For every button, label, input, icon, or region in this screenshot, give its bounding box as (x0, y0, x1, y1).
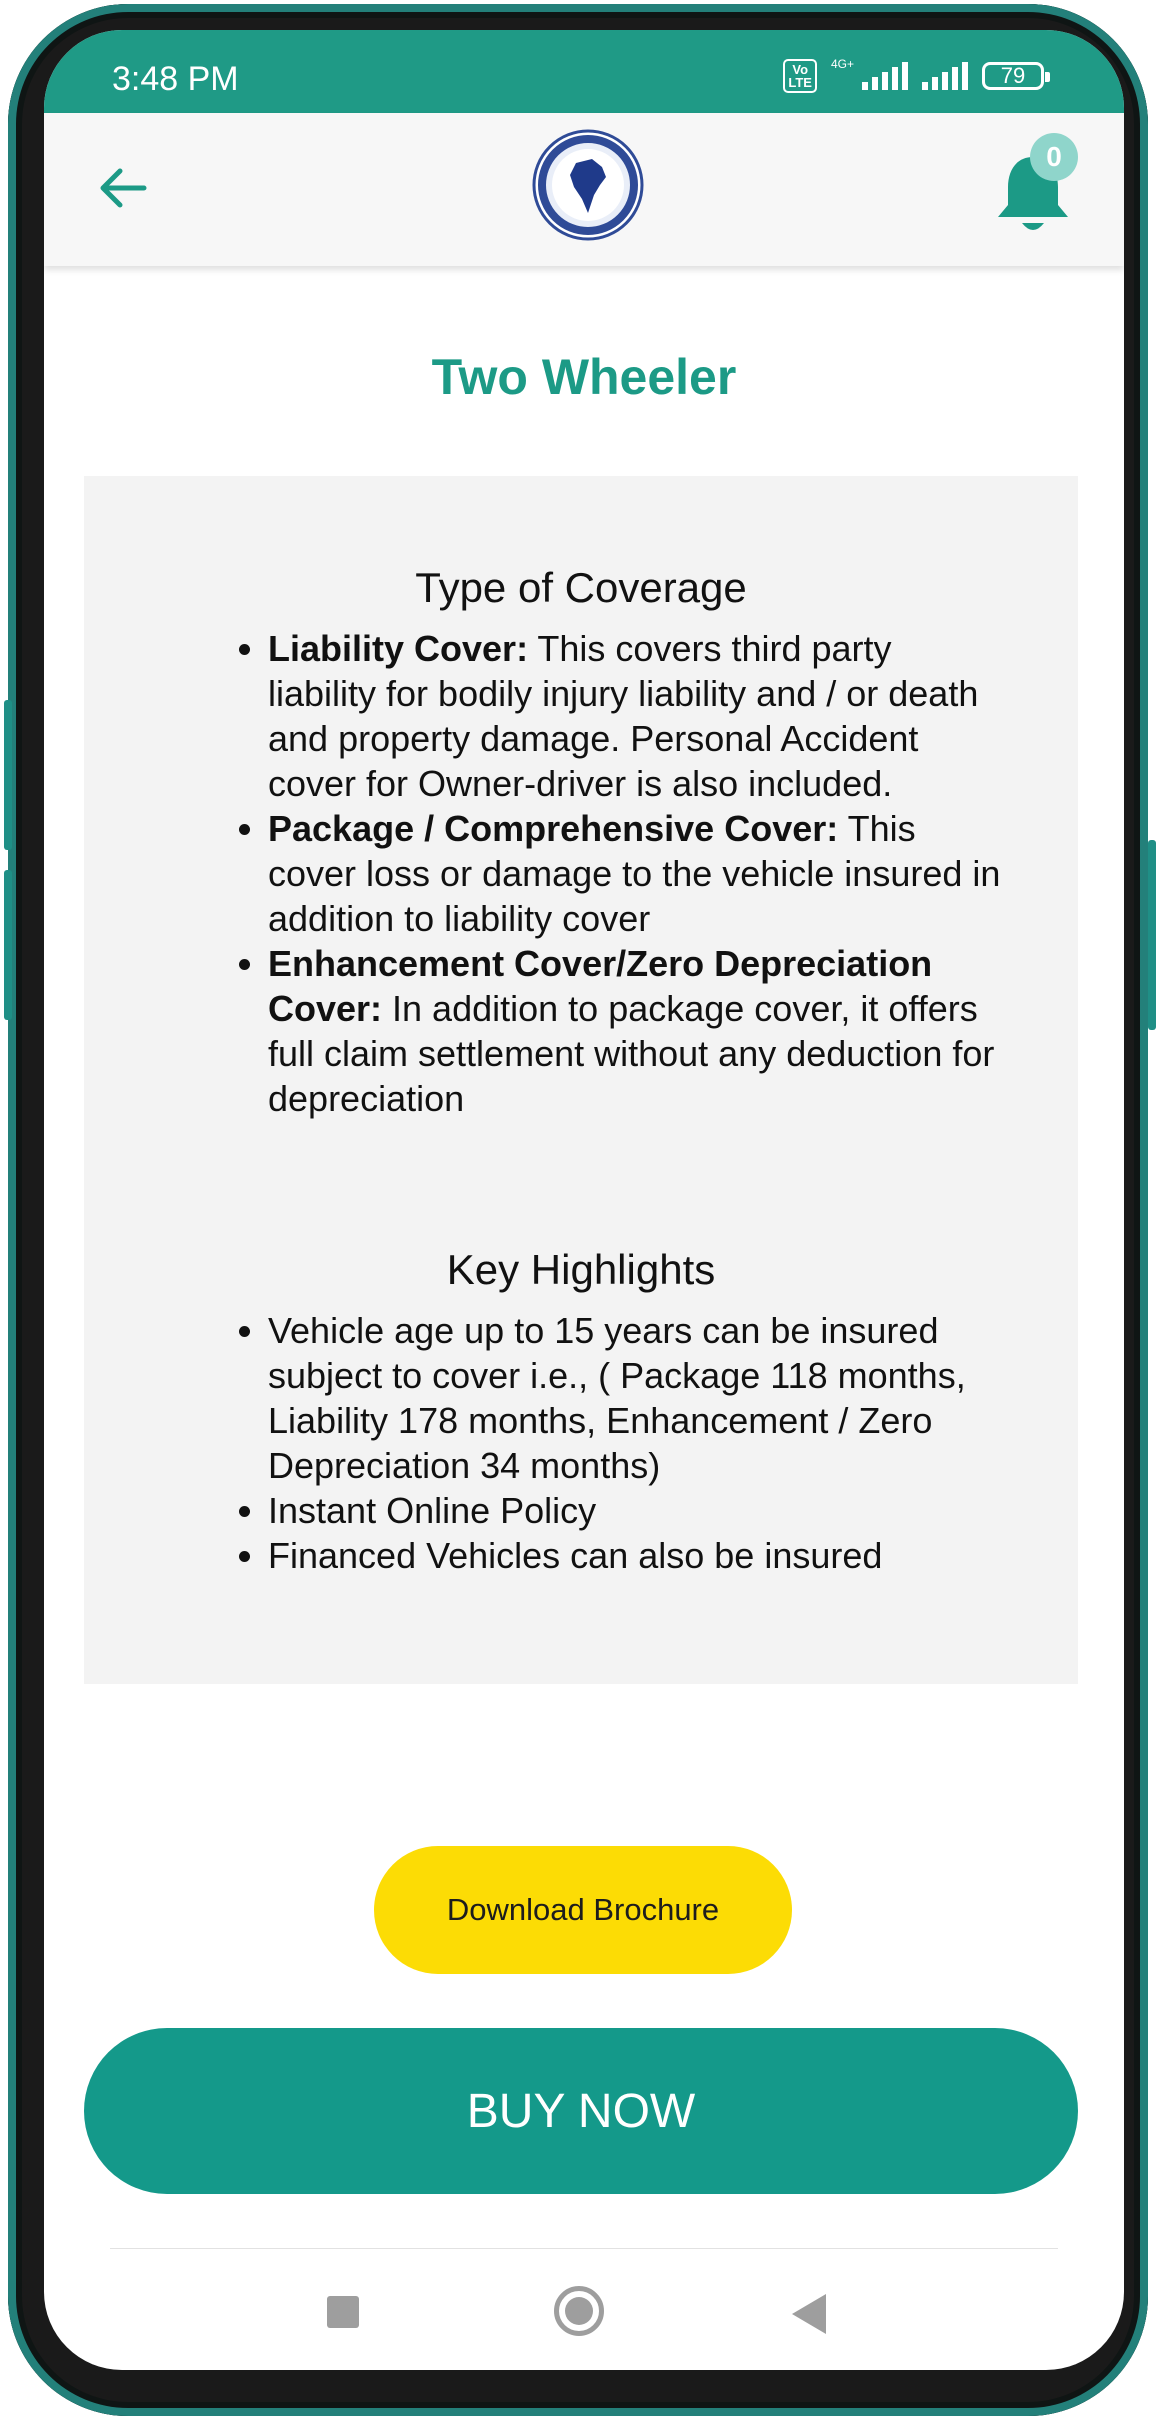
coverage-item-liability (268, 626, 1008, 806)
status-icons (783, 56, 1044, 96)
battery-icon (982, 62, 1044, 90)
download-brochure-button[interactable]: Download Brochure (374, 1846, 792, 1974)
page-title: Two Wheeler (431, 349, 737, 405)
signal-icon (862, 62, 908, 90)
coverage-text: This cover loss or damage to the vehicle insured in addition to liability cover (268, 808, 1001, 939)
coverage-text: In addition to package cover, it offers full claim settlement without any deduction for depreciation (268, 988, 995, 1119)
coverage-item-enhancement (268, 941, 1008, 1121)
highlight-item: • Instant Online Policy (268, 1488, 1008, 1533)
highlights-heading: Key Highlights (446, 1246, 716, 1293)
circle-icon[interactable] (554, 2286, 604, 2336)
network-type-label: 4G+ (830, 57, 854, 71)
highlights-list (204, 1308, 1008, 1578)
highlight-item: • Financed Vehicles can also be insured (268, 1533, 1008, 1578)
nav-divider (110, 2248, 1058, 2249)
company-logo (532, 129, 644, 241)
volume-button (4, 700, 12, 850)
app-header (44, 113, 1124, 266)
coverage-card (84, 476, 1078, 1684)
status-bar (44, 30, 1124, 113)
battery-level: 79 (1000, 63, 1026, 88)
side-button-right (1148, 840, 1156, 1030)
phone-screen (44, 30, 1124, 2370)
signal-icon-2 (922, 62, 968, 90)
power-button (4, 870, 12, 1020)
coverage-item-package (268, 806, 1008, 941)
arrow-left-icon[interactable] (94, 158, 154, 218)
coverage-list (204, 626, 1008, 1121)
notification-count-badge[interactable]: 0 (1030, 133, 1078, 181)
coverage-term: Enhancement Cover/Zero Depreciation Cover: (268, 943, 933, 1029)
coverage-text: This covers third party liability for bodily injury liability and / or death and property damage. Personal Accident cover for Owner-driver is also included. (268, 628, 979, 804)
coverage-term: Package / Comprehensive Cover: (268, 808, 839, 849)
coverage-term: Liability Cover: (268, 628, 529, 669)
status-time: 3:48 PM (112, 60, 239, 98)
coverage-heading: Type of Coverage (415, 564, 747, 611)
triangle-back-icon[interactable] (792, 2294, 826, 2334)
highlight-item: • Vehicle age up to 15 years can be insured subject to cover i.e., ( Package 118 months, Liability 178 months, Enhancement / Zero Depreciation 34 months) (268, 1308, 1008, 1488)
square-icon[interactable] (327, 2296, 359, 2328)
buy-now-button[interactable]: BUY NOW (84, 2028, 1078, 2194)
volte-icon: Vo LTE (783, 59, 817, 93)
